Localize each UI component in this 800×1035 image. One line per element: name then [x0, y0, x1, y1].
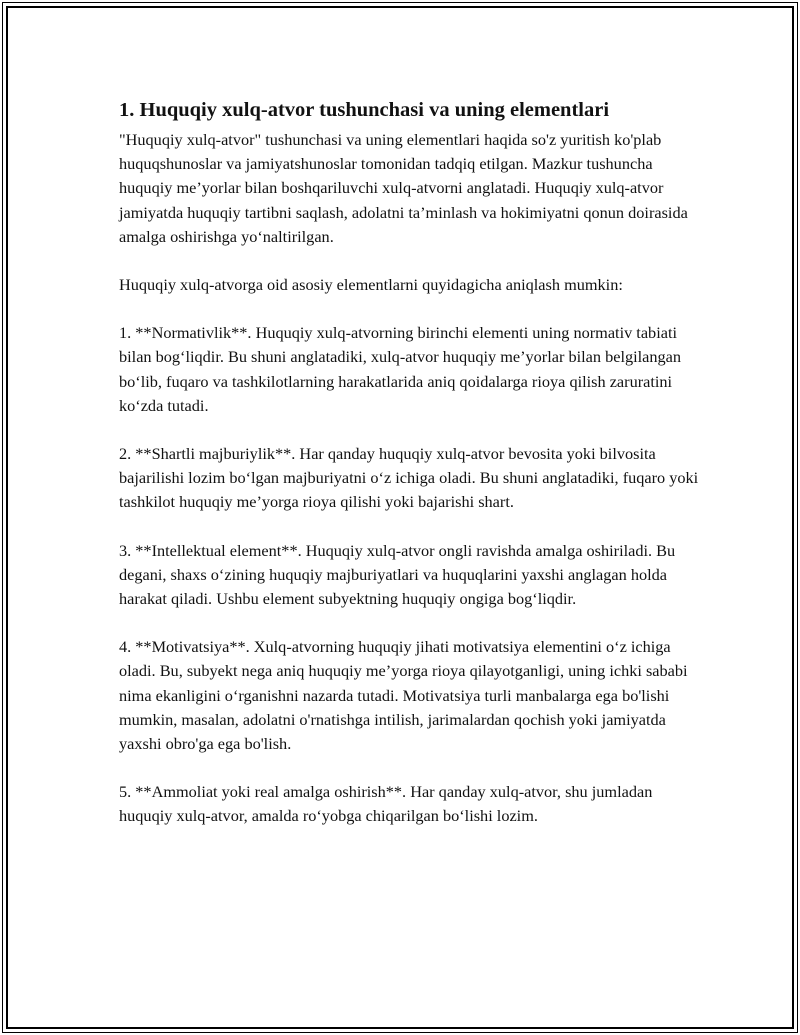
section-title: 1. Huquqiy xulq-atvor tushunchasi va uning elementlari: [119, 99, 610, 121]
paragraph-elements-lead: Huquqiy xulq-atvorga oid asosiy elementlarni quyidagicha aniqlash mumkin:: [119, 275, 623, 295]
paragraph-intro: "Huquqiy xulq-atvor" tushunchasi va uning elementlari haqida so'z yuritish ko'plab huquqshunoslar va jamiyatshunoslar tomonidan tadqiq etilgan. Mazkur tushuncha huquqiy me’yorlar bilan boshqariluvchi xulq-atvorni anglatadi. Huquqiy xulq-atvor jamiyatda huquqiy tartibni saqlash, adolatni ta’minlash va hokimiyatni qonun doirasida amalga oshirishga yo‘naltirilgan.: [119, 130, 688, 246]
paragraph-element-1: 1. **Normativlik**. Huquqiy xulq-atvorning birinchi elementi uning normativ tabiati bilan bog‘liqdir. Bu shuni anglatadiki, xulq-atvor huquqiy me’yorlar bilan belgilangan bo‘lib, fuqaro va tashkilotlarning harakatlarida aniq qoidalarga rioya qilish zaruratini ko‘zda tutadi.: [119, 323, 682, 415]
paragraph-element-3: 3. **Intellektual element**. Huquqiy xulq-atvor ongli ravishda amalga oshiriladi. Bu degani, shaxs o‘zining huquqiy majburiyatlari va huquqlarini yaxshi anglagan holda harakat qiladi. Ushbu element subyektning huquqiy ongiga bog‘liqdir.: [119, 540, 676, 609]
document-page: [2, 2, 798, 1033]
paragraph-element-4: 4. **Motivatsiya**. Xulq-atvorning huquqiy jihati motivatsiya elementini o‘z ichiga oladi. Bu, subyekt nega aniq huquqiy me’yorga rioya qilayotganligi, uning ichki sababi nima ekanligini o‘rganishni nazarda tutadi. Motivatsiya turli manbalarga ega bo'lishi mumkin, masalan, adolatni o'rnatishga intilish, jarimalardan qochish yoki jamiyatda yaxshi obro'ga ega bo'lish.: [119, 637, 688, 754]
paragraph-element-5: 5. **Ammoliat yoki real amalga oshirish**. Har qanday xulq-atvor, shu jumladan huquqiy xulq-atvor, amalda ro‘yobga chiqarilgan bo‘lishi lozim.: [119, 782, 653, 826]
document-body: [119, 96, 699, 853]
paragraph-element-2: 2. **Shartli majburiylik**. Har qanday huquqiy xulq-atvor bevosita yoki bilvosita bajarilishi lozim bo‘lgan majburiyatni o‘z ichiga oladi. Bu shuni anglatadiki, fuqaro yoki tashkilot huquqiy me’yorga rioya qilishi yoki bajarishi shart.: [119, 444, 699, 512]
